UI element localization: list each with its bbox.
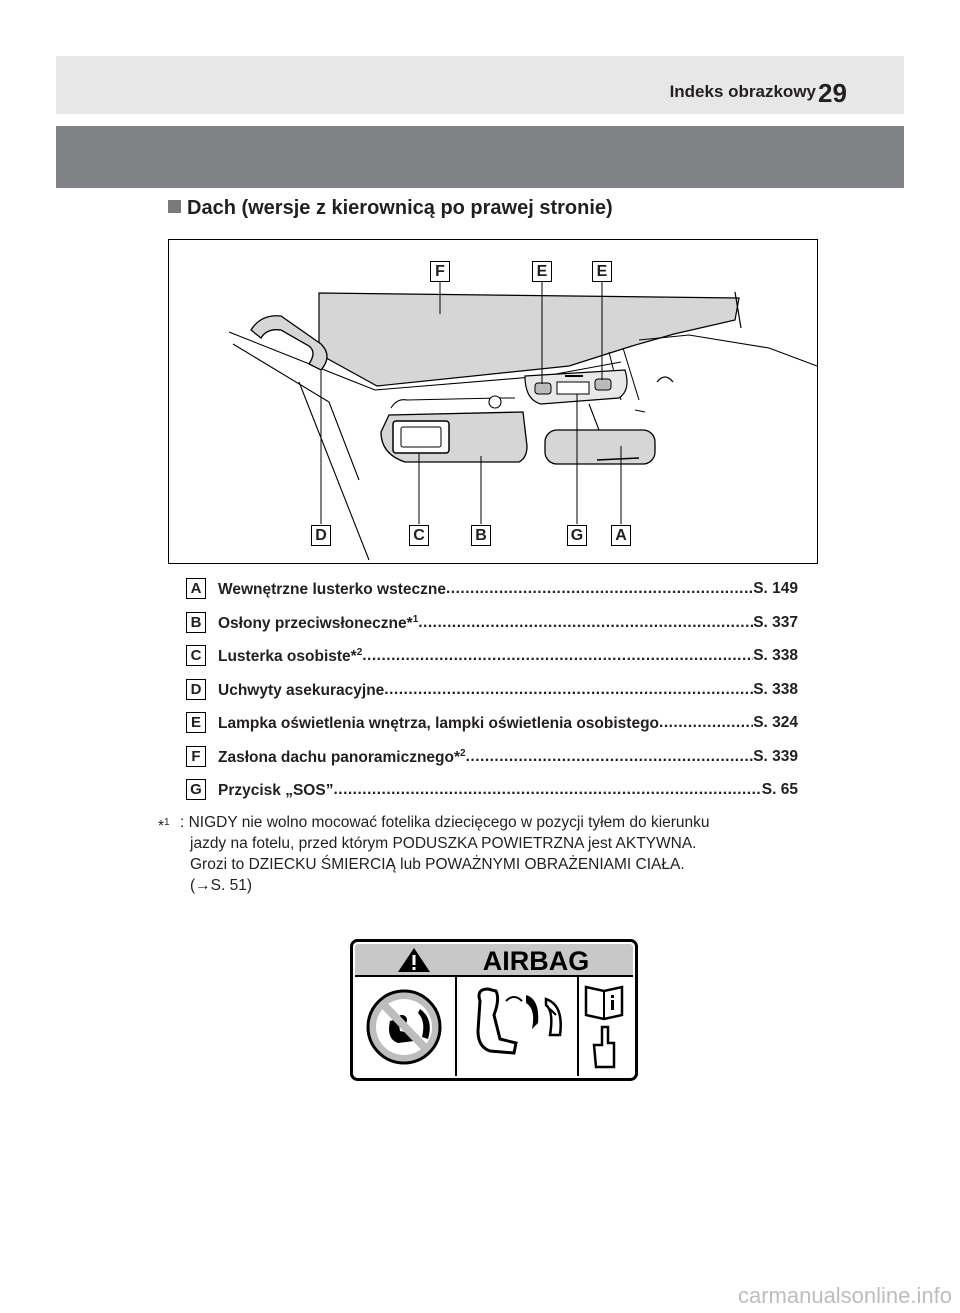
list-item bbox=[186, 779, 798, 813]
item-label: Uchwyty asekuracyjne bbox=[218, 681, 385, 699]
page-reference-link[interactable]: S. 324 bbox=[753, 714, 798, 731]
component-index-list bbox=[186, 578, 798, 813]
coat-hook-shape bbox=[657, 377, 673, 382]
leader-dots bbox=[384, 681, 753, 700]
item-letter: F bbox=[186, 746, 206, 767]
list-item bbox=[186, 645, 798, 679]
footnote-line: : NIGDY nie wolno mocować fotelika dziecięcego w pozycji tyłem do kierunku bbox=[180, 814, 710, 831]
list-item bbox=[186, 746, 798, 780]
item-label: Zasłona dachu panoramicznego*$^2$ bbox=[218, 747, 466, 766]
footnote-line: jazdy na fotelu, przed którym PODUSZKA POWIETRZNA jest AKTYWNA. bbox=[190, 835, 697, 852]
item-letter: A bbox=[186, 578, 206, 599]
page-number: 29 bbox=[818, 78, 847, 108]
callout-g: G bbox=[567, 525, 587, 546]
callout-c: C bbox=[409, 525, 429, 546]
airbag-text: AIRBAG bbox=[482, 946, 590, 976]
item-label: Osłony przeciwsłoneczne*$^1$ bbox=[218, 613, 419, 632]
warning-exclamation bbox=[413, 955, 416, 965]
footnote bbox=[158, 812, 808, 894]
list-item bbox=[186, 712, 798, 746]
page-reference-link[interactable]: S. 337 bbox=[753, 613, 798, 631]
section-title-text: Dach (wersje z kierownicą po prawej stronie) bbox=[187, 197, 613, 219]
item-letter: G bbox=[186, 779, 206, 800]
rearview-mirror-shape bbox=[545, 430, 655, 464]
leader-dots bbox=[333, 781, 761, 800]
page-header-title: Indeks obrazkowy bbox=[669, 82, 816, 101]
callout-a: A bbox=[611, 525, 631, 546]
rear-headliner-line bbox=[639, 335, 817, 366]
leader-dots bbox=[362, 647, 753, 666]
leader-dots bbox=[466, 748, 754, 767]
airbag-label-drawing bbox=[350, 939, 638, 1081]
list-item bbox=[186, 578, 798, 612]
roof-illustration bbox=[168, 239, 818, 564]
right-map-lamp-shape bbox=[595, 379, 611, 390]
page-reference-link[interactable]: S. 338 bbox=[753, 647, 798, 664]
section-title bbox=[168, 197, 613, 220]
watermark: carmanualsonline.info bbox=[737, 1283, 952, 1308]
square-bullet-icon bbox=[168, 200, 181, 213]
footnote-line bbox=[180, 875, 800, 896]
item-letter: D bbox=[186, 679, 206, 700]
left-map-lamp-shape bbox=[535, 383, 551, 394]
list-item bbox=[186, 612, 798, 646]
callout-d: D bbox=[311, 525, 331, 546]
footnote-line: Grozi to DZIECKU ŚMIERCIĄ lub POWAŻNYMI OBRAŻENIAMI CIAŁA. bbox=[190, 856, 685, 873]
airbag-warning-label bbox=[350, 939, 638, 1086]
page-reference-link[interactable]: S. 65 bbox=[761, 781, 798, 798]
console-buttons-shape bbox=[557, 382, 589, 394]
roof-drawing bbox=[169, 240, 819, 565]
footnote-mark: *$^1$ bbox=[158, 817, 170, 836]
mirror-stem-line bbox=[589, 404, 599, 430]
panoramic-roof-shape bbox=[319, 293, 739, 386]
item-label: Lampka oświetlenia wnętrza, lampki oświetlenia osobistego bbox=[218, 715, 660, 733]
callout-b: B bbox=[471, 525, 491, 546]
visor-clip-shape bbox=[489, 396, 501, 408]
list-item bbox=[186, 679, 798, 713]
item-label: Przycisk „SOS” bbox=[218, 782, 334, 800]
leader-dots bbox=[418, 614, 753, 633]
item-label: Wewnętrzne lusterko wsteczne bbox=[218, 581, 446, 599]
callout-f: F bbox=[430, 261, 450, 282]
footnote-text bbox=[180, 812, 800, 896]
section-band bbox=[56, 126, 904, 188]
page-reference-link[interactable]: S. 149 bbox=[753, 580, 798, 597]
page-reference-link[interactable]: S. 338 bbox=[753, 680, 798, 698]
item-letter: B bbox=[186, 612, 206, 633]
a-pillar-edge-line bbox=[299, 382, 369, 560]
item-label: Lusterka osobiste*$^2$ bbox=[218, 647, 363, 666]
page-reference-link[interactable]: S. 339 bbox=[753, 747, 798, 765]
item-letter: C bbox=[186, 645, 206, 666]
callout-e1: E bbox=[532, 261, 552, 282]
leader-dots bbox=[659, 714, 753, 733]
page-reference-link[interactable]: (→S. 51) bbox=[190, 877, 253, 894]
item-letter: E bbox=[186, 712, 206, 733]
callout-e2: E bbox=[592, 261, 612, 282]
leader-dots bbox=[446, 580, 753, 599]
